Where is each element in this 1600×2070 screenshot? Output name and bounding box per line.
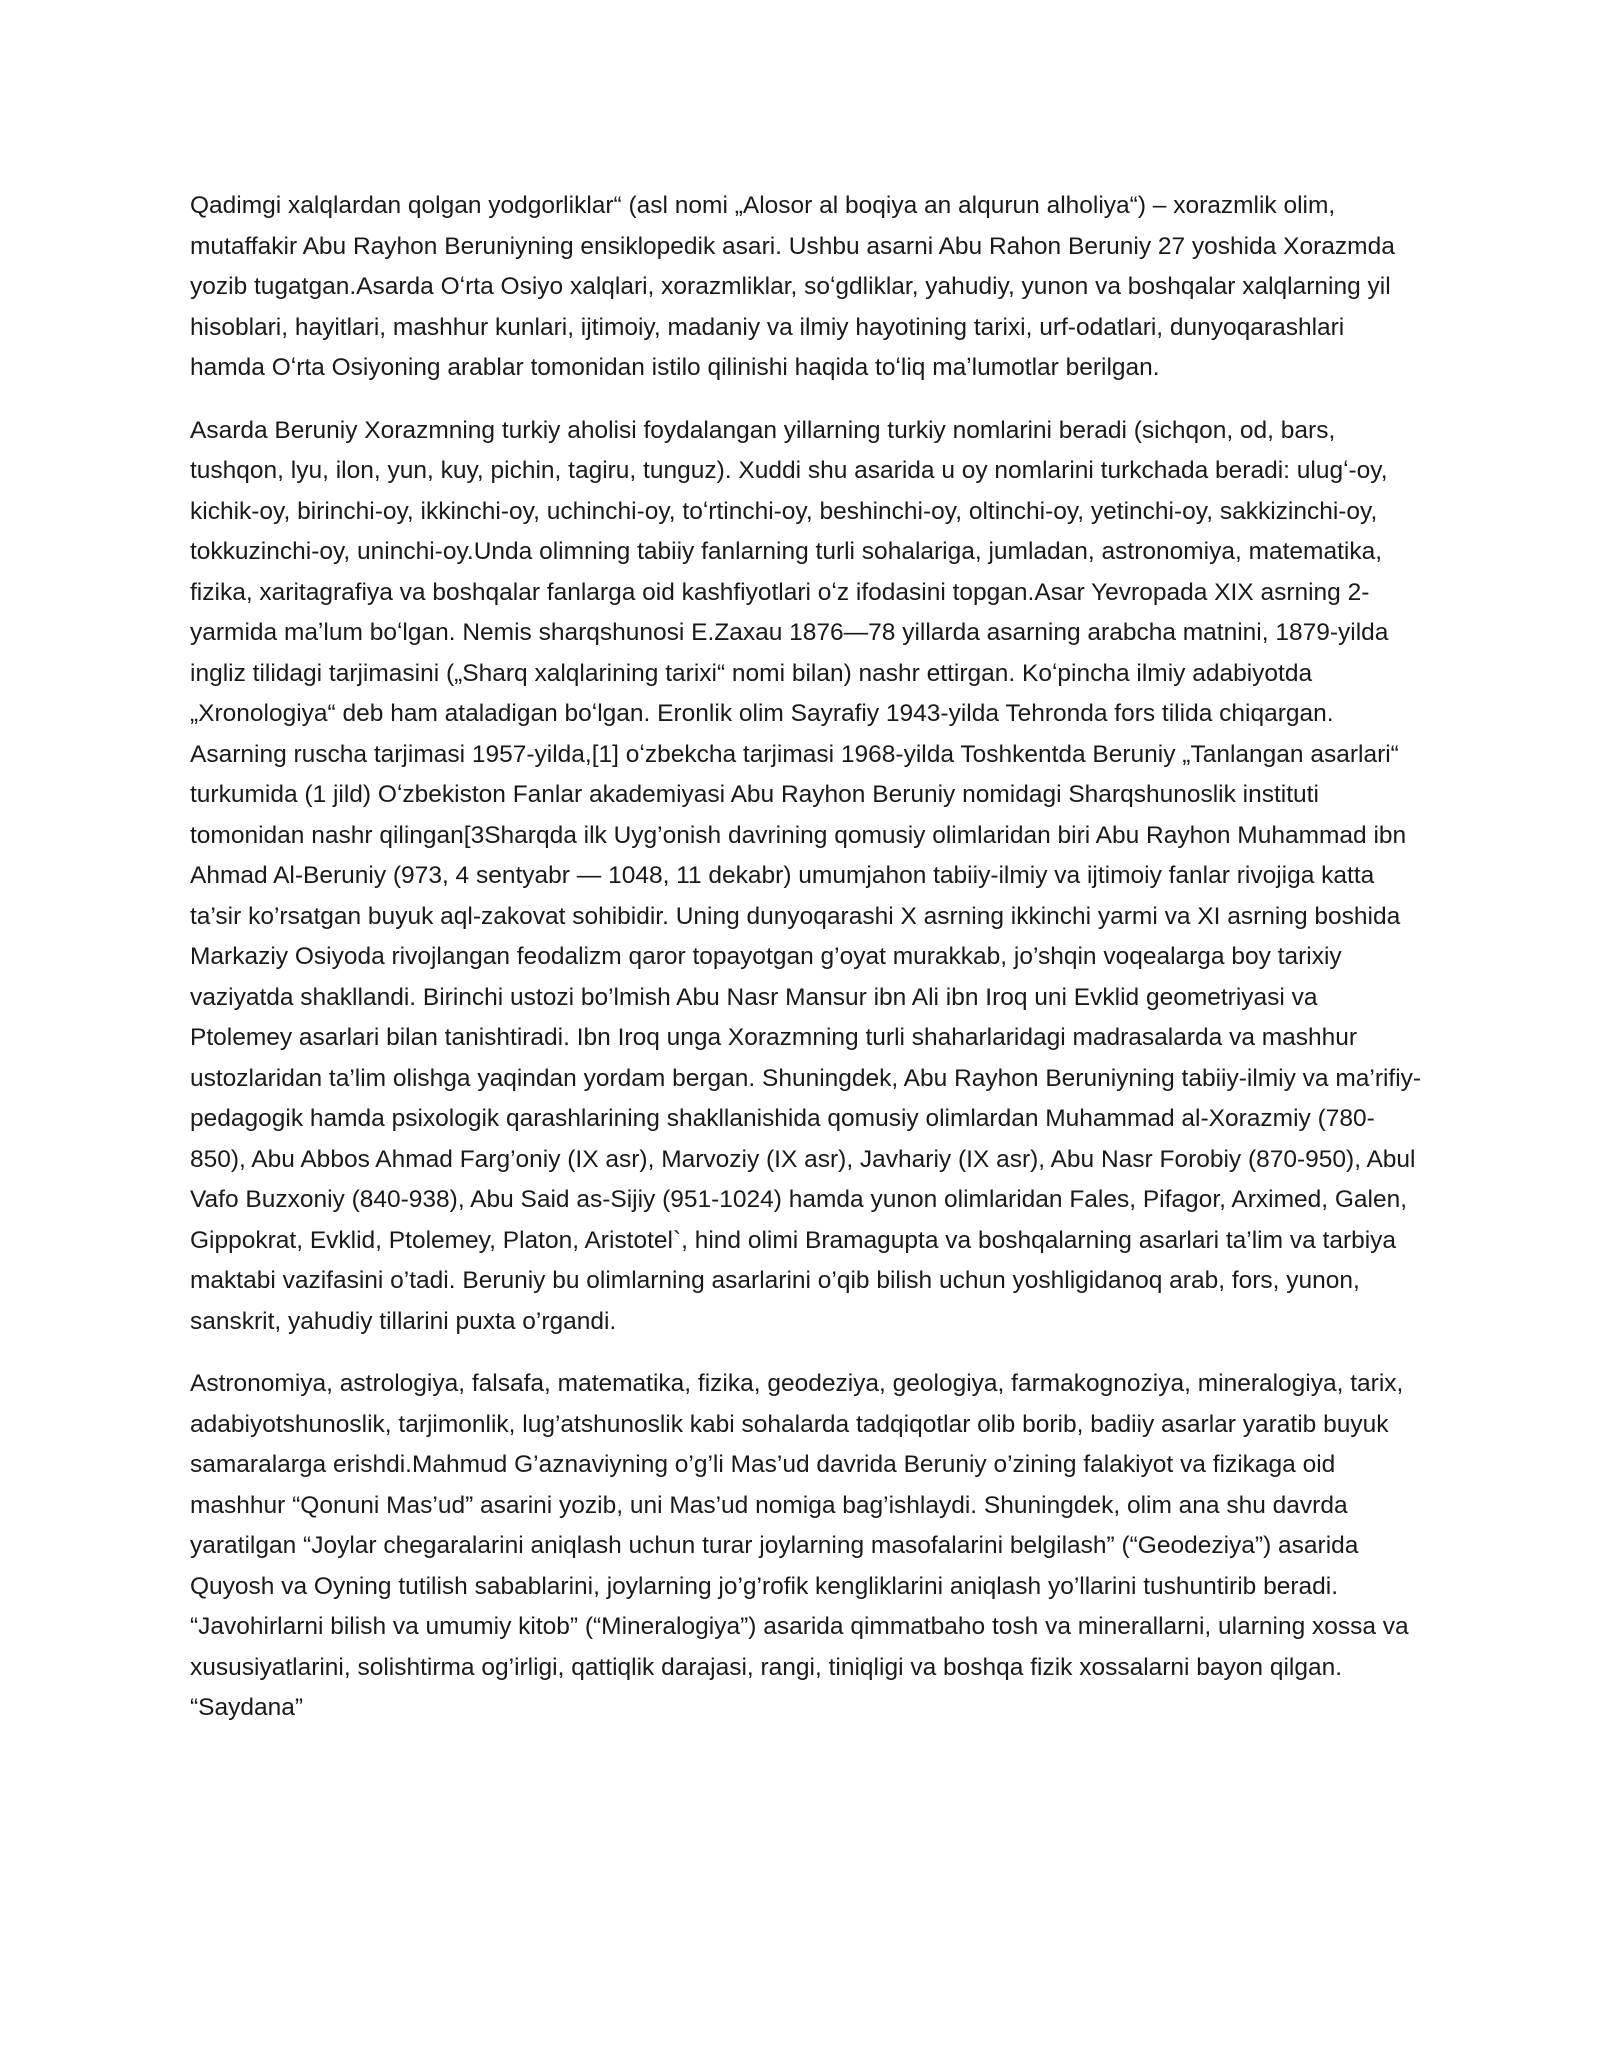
document-page xyxy=(190,186,1422,1751)
paragraph-1: Qadimgi xalqlardan qolgan yodgorliklar“ (asl nomi „Alosor al boqiya an alqurun alholiya“) – xorazmlik olim, mutaffakir Abu Rayhon Beruniyning ensiklopedik asari. Ushbu asarni Abu Rahon Beruniy 27 yoshida Xorazmda yozib tugatgan.Asarda Oʻrta Osiyo xalqlari, xorazmliklar, soʻgdliklar, yahudiy, yunon va boshqalar xalqlarning yil hisoblari, hayitlari, mashhur kunlari, ijtimoiy, madaniy va ilmiy hayotining tarixi, urf-odatlari, dunyoqarashlari hamda Oʻrta Osiyoning arablar tomonidan istilo qilinishi haqida toʻliq maʼlumotlar berilgan. xyxy=(190,192,1395,381)
paragraph-2: Asarda Beruniy Xorazmning turkiy aholisi foydalangan yillarning turkiy nomlarini beradi (sichqon, od, bars, tushqon, lyu, ilon, yun, kuy, pichin, tagiru, tunguz). Xuddi shu asarida u oy nomlarini turkchada beradi: ulugʻ-oy, kichik-oy, birinchi-oy, ikkinchi-oy, uchinchi-oy, toʻrtinchi-oy, beshinchi-oy, oltinchi-oy, yetinchi-oy, sakkizinchi-oy, tokkuzinchi-oy, uninchi-oy.Unda olimning tabiiy fanlarning turli sohalariga, jumladan, astronomiya, matematika, fizika, xaritagrafiya va boshqalar fanlarga oid kashfiyotlari oʻz ifodasini topgan.Asar Yevropada XIX asrning 2-yarmida maʼlum boʻlgan. Nemis sharqshunosi E.Zaxau 1876—78 yillarda asarning arabcha matnini, 1879-yilda ingliz tilidagi tarjimasini („Sharq xalqlarining tarixi“ nomi bilan) nashr ettirgan. Koʻpincha ilmiy adabiyotda „Xronologiya“ deb ham ataladigan boʻlgan. Eronlik olim Sayrafiy 1943-yilda Tehronda fors tilida chiqargan. Asarning ruscha tarjimasi 1957-yilda,[1] oʻzbekcha tarjimasi 1968-yilda Toshkentda Beruniy „Tanlangan asarlari“ turkumida (1 jild) Oʻzbekiston Fanlar akademiyasi Abu Rayhon Beruniy nomidagi Sharqshunoslik instituti tomonidan nashr qilingan[3Sharqda ilk Uyg’onish davrining qomusiy olimlaridan biri Abu Rayhon Muhammad ibn Ahmad Al-Beruniy (973, 4 sentyabr — 1048, 11 dekabr) umumjahon tabiiy-ilmiy va ijtimoiy fanlar rivojiga katta ta’sir ko’rsatgan buyuk aql-zakovat sohibidir. Uning dunyoqarashi X asrning ikkinchi yarmi va XI asrning boshida Markaziy Osiyoda rivojlangan feodalizm qaror topayotgan g’oyat murakkab, jo’shqin voqealarga boy tarixiy vaziyatda shakllandi. Birinchi ustozi bo’lmish Abu Nasr Mansur ibn Ali ibn Iroq uni Evklid geometriyasi va Ptolemey asarlari bilan tanishtiradi. Ibn Iroq unga Xorazmning turli shaharlaridagi madrasalarda va mashhur ustozlaridan ta’lim olishga yaqindan yordam bergan. Shuningdek, Abu Rayhon Beruniyning tabiiy-ilmiy va ma’rifiy-pedagogik hamda psixologik qarashlarining shakllanishida qomusiy olimlardan Muhammad al-Xorazmiy (780-850), Abu Abbos Ahmad Farg’oniy (IX asr), Marvoziy (IX asr), Javhariy (IX asr), Abu Nasr Forobiy (870-950), Abul Vafo Buzxoniy (840-938), Abu Said as-Sijiy (951-1024) hamda yunon olimlaridan Fales, Pifagor, Arximed, Galen, Gippokrat, Evklid, Ptolemey, Platon, Aristotel`, hind olimi Bramagupta va boshqalarning asarlari ta’lim va tarbiya maktabi vazifasini o’tadi. Beruniy bu olimlarning asarlarini o’qib bilish uchun yoshligidanoq arab, fors, yunon, sanskrit, yahudiy tillarini puxta o’rgandi. xyxy=(190,416,1422,1335)
paragraph-3: Astronomiya, astrologiya, falsafa, matematika, fizika, geodeziya, geologiya, farmakognoziya, mineralogiya, tarix, adabiyotshunoslik, tarjimonlik, lug’atshunoslik kabi sohalarda tadqiqotlar olib borib, badiiy asarlar yaratib buyuk samaralarga erishdi.Mahmud G’aznaviyning o’g’li Mas’ud davrida Beruniy o’zining falakiyot va fizikaga oid mashhur “Qonuni Mas’ud” asarini yozib, uni Mas’ud nomiga bag’ishlaydi. Shuningdek, olim ana shu davrda yaratilgan “Joylar chegaralarini aniqlash uchun turar joylarning masofalarini belgilash” (“Geodeziya”) asarida Quyosh va Oyning tutilish sabablarini, joylarning jo’g’rofik kengliklarini aniqlash yo’llarini tushuntirib beradi. “Javohirlarni bilish va umumiy kitob” (“Mineralogiya”) asarida qimmatbaho tosh va minerallarni, ularning xossa va xususiyatlarini, solishtirma og’irligi, qattiqlik darajasi, rangi, tiniqligi va boshqa fizik xossalarni bayon qilgan. “Saydana” xyxy=(190,1370,1409,1721)
